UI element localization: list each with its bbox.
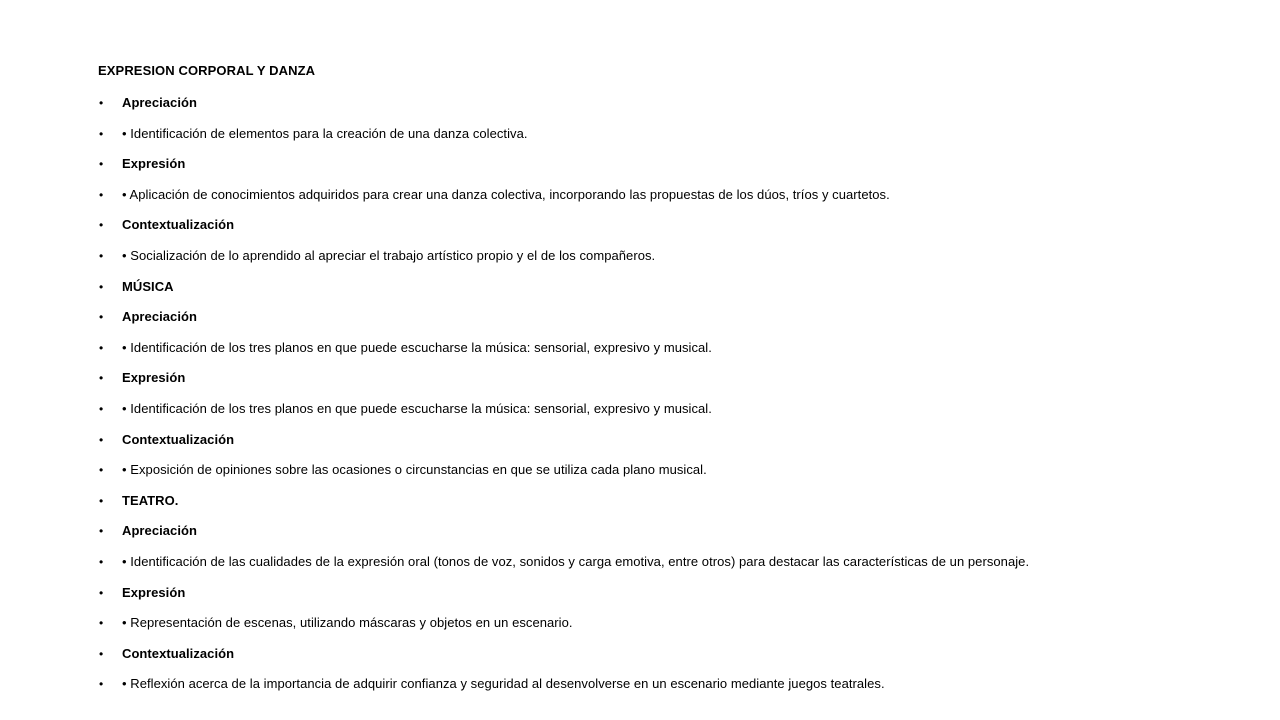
- bullet-icon: •: [99, 218, 104, 233]
- bullet-icon: •: [99, 616, 104, 631]
- item-text: • Representación de escenas, utilizando máscaras y objetos en un escenario.: [122, 615, 573, 631]
- bullet-icon: •: [99, 187, 104, 202]
- section-heading: TEATRO.: [122, 492, 179, 508]
- bullet-icon: •: [99, 646, 104, 661]
- bullet-icon: •: [99, 524, 104, 539]
- section-heading: Apreciación: [122, 309, 197, 325]
- slide-title: EXPRESION CORPORAL Y DANZA: [98, 63, 316, 78]
- bullet-icon: •: [99, 463, 104, 478]
- section-heading: Contextualización: [122, 431, 235, 447]
- item-text: • Identificación de elementos para la creación de una danza colectiva.: [122, 125, 528, 141]
- section-heading: Contextualización: [122, 645, 235, 661]
- section-heading: Contextualización: [122, 217, 235, 233]
- item-text: • Identificación de las cualidades de la expresión oral (tonos de voz, sonidos y carga emotiva, entre otros) para destacar las características de un personaje.: [122, 553, 1030, 569]
- bullet-icon: •: [99, 248, 104, 263]
- bullet-icon: •: [99, 126, 104, 141]
- bullet-icon: •: [99, 554, 104, 569]
- bullet-icon: •: [99, 493, 104, 508]
- bullet-icon: •: [99, 401, 104, 416]
- section-heading: MÚSICA: [122, 278, 174, 294]
- bullet-icon: •: [99, 279, 104, 294]
- bullet-icon: •: [99, 585, 104, 600]
- bullet-icon: •: [99, 371, 104, 386]
- bullet-icon: •: [99, 677, 104, 692]
- bullet-icon: •: [99, 157, 104, 172]
- bullet-icon: •: [99, 96, 104, 110]
- item-text: • Identificación de los tres planos en que puede escucharse la música: sensorial, expresivo y musical.: [122, 400, 712, 416]
- section-heading: Expresión: [122, 370, 186, 386]
- section-heading: Expresión: [122, 156, 186, 172]
- item-text: • Socialización de lo aprendido al apreciar el trabajo artístico propio y el de los compañeros.: [122, 247, 656, 263]
- item-text: • Exposición de opiniones sobre las ocasiones o circunstancias en que se utiliza cada plano musical.: [122, 462, 707, 478]
- item-text: • Aplicación de conocimientos adquiridos para crear una danza colectiva, incorporando las propuestas de los dúos, tríos y cuartetos.: [122, 186, 890, 202]
- section-heading: Apreciación: [122, 95, 197, 110]
- bullet-icon: •: [99, 432, 104, 447]
- section-heading: Expresión: [122, 584, 186, 600]
- bullet-icon: •: [99, 310, 104, 325]
- bullet-icon: •: [99, 340, 104, 355]
- item-text: • Identificación de los tres planos en que puede escucharse la música: sensorial, expresivo y musical.: [122, 339, 712, 355]
- section-heading: Apreciación: [122, 523, 197, 539]
- item-text: • Reflexión acerca de la importancia de adquirir confianza y seguridad al desenvolverse en un escenario mediante juegos teatrales.: [122, 676, 885, 692]
